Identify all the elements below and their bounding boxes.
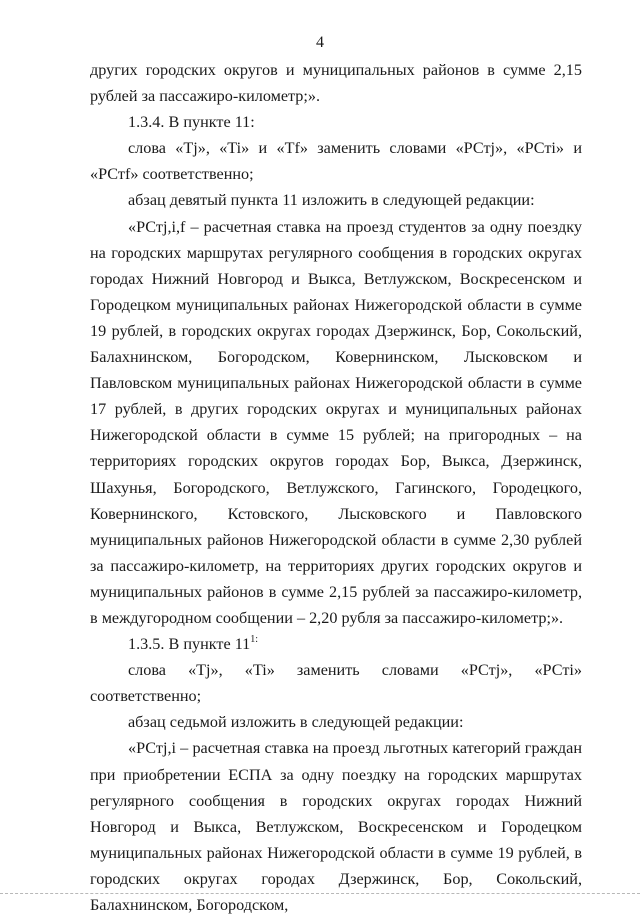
paragraph-continuation — [90, 57, 582, 109]
clause-1-3-5-paragraph-seven-text — [90, 735, 582, 918]
page-bottom-rule — [0, 893, 640, 894]
clause-1-3-4-words-replacement — [90, 135, 582, 187]
page-number: 4 — [316, 34, 324, 51]
clause-1-3-4-paragraph-nine-text — [90, 214, 582, 632]
document-body — [90, 57, 582, 918]
paragraph-text: других городских округов и муниципальных районов в сумме 2,15 рублей за пассажиро-километр;». — [90, 61, 582, 106]
clause-1-3-5-words-replacement — [90, 657, 582, 709]
paragraph-text: 1.3.4. В пункте 11: — [128, 113, 255, 132]
paragraph-text: «РСтj,i – расчетная ставка на проезд льготных категорий граждан при приобретении ЕСПА за одну поездку на городских маршрутах регулярного сообщения в городских округах городах Нижний Новгород и Выкса, Ветлужском, Воскресенском и Городецком муниципальных районах Нижегородской области в сумме 19 рублей, в городских округах городах Дзержинск, Бор, Сокольский, Балахнинском, Богородском, — [90, 739, 582, 914]
paragraph-text: слова «Tj», «Ti» и «Tf» заменить словами «РСтj», «РСтi» и «РСтf» соответственно; — [90, 139, 582, 184]
paragraph-text: 1.3.5. В пункте 11 — [128, 635, 251, 654]
paragraph-text: «РСтj,i,f – расчетная ставка на проезд студентов за одну поездку на городских маршрутах регулярного сообщения в городских округах городах Нижний Новгород и Выкса, Ветлужском, Воскресенском и Городецком муниципальных районах Нижегородской области в сумме 19 рублей, в городских округах городах Дзержинск, Бор, Сокольский, Балахнинском, Богородском, Ковернинском, Лысковском и Павловском муниципальных районах Нижегородской области в сумме 17 рублей, в других городских округах и муниципальных районах Нижегородской области в сумме 15 рублей; на пригородных – на территориях городских округов городах Бор, Выкса, Дзержинск, Шахунья, Богородского, Ветлужского, Гагинского, Городецкого, Ковернинского, Кстовского, Лысковского и Павловского муниципальных районов Нижегородской области в сумме 2,30 рублей за пассажиро-километр, на территориях других городских округов и муниципальных районов в сумме 2,15 рублей за пассажиро-километр, в междугородном сообщении – 2,20 рубля за пассажиро-километр;». — [90, 217, 582, 627]
clause-1-3-4-paragraph-nine-intro — [90, 187, 582, 213]
superscript: 1: — [250, 634, 259, 646]
paragraph-text: абзац девятый пункта 11 изложить в следующей редакции: — [128, 191, 535, 210]
clause-1-3-4-heading — [90, 109, 582, 135]
clause-1-3-5-paragraph-seven-intro — [90, 709, 582, 735]
clause-1-3-5-heading — [90, 631, 582, 657]
paragraph-text: слова «Tj», «Ti» заменить словами «РСтj», «РСтi» соответственно; — [90, 661, 582, 706]
paragraph-text: абзац седьмой изложить в следующей редакции: — [128, 713, 464, 732]
